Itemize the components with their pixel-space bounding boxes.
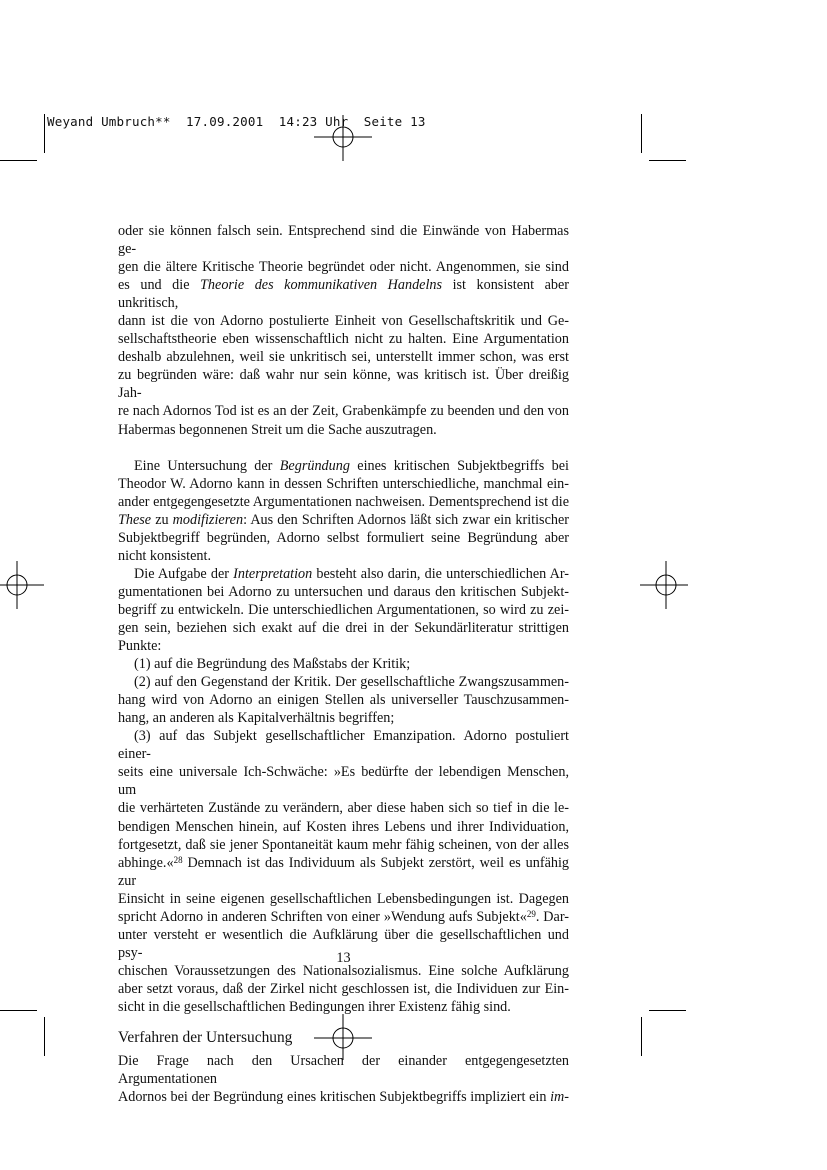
list-item-2 — [118, 673, 569, 727]
paragraph-2 — [118, 457, 569, 565]
text-line: bendigen Menschen hinein, auf Kosten ihres Lebens und ihrer Individuation, — [118, 818, 569, 835]
crop-mark-top-left-horizontal — [0, 160, 37, 161]
crop-mark-top-right-vertical — [641, 114, 642, 153]
list-item-1 — [118, 655, 569, 673]
text-line: nicht konsistent. — [118, 547, 212, 564]
text-line: spricht Adorno in anderen Schriften von einer »Wendung aufs Subjekt«$^{29}$. Dar- — [118, 908, 569, 925]
text-line: Habermas begonnenen Streit um die Sache auszutragen. — [118, 421, 437, 438]
text-line: hang, an anderen als Kapitalverhältnis begriffen; — [118, 710, 395, 727]
text-line: Die Aufgabe der Interpretation besteht also darin, die unterschiedlichen Ar- — [134, 565, 569, 582]
paragraph-gap — [118, 439, 569, 457]
list-item-3 — [118, 727, 569, 1016]
text-line: dann ist die von Adorno postulierte Einheit von Gesellschaftskritik und Ge- — [118, 313, 569, 330]
crop-mark-bottom-left-horizontal — [0, 1010, 37, 1011]
text-line: sellschaftstheorie eben wissenschaftlich nicht zu halten. Eine Argumentation — [118, 331, 569, 348]
footnote-reference: 28 — [173, 854, 183, 865]
italic-emphasis: These — [118, 511, 152, 528]
text-line: sicht in die gesellschaftlichen Bedingungen ihrer Existenz fähig sind. — [118, 998, 511, 1015]
text-line: Subjektbegriff begründen, Adorno selbst formuliert seine Begründung aber — [118, 529, 569, 546]
paragraph-1 — [118, 222, 569, 439]
text-line: (3) auf das Subjekt gesellschaftlicher Emanzipation. Adorno postuliert einer- — [118, 728, 569, 763]
text-line: zu begründen wäre: daß wahr nur sein könne, was kritisch ist. Über dreißig Jah- — [118, 367, 569, 402]
text-line: Punkte: — [118, 638, 162, 655]
text-line: chischen Voraussetzungen des Nationalsozialismus. Eine solche Aufklärung — [118, 962, 569, 979]
italic-emphasis: im- — [550, 1089, 569, 1106]
text-line: Eine Untersuchung der Begründung eines kritischen Subjektbegriffs bei — [134, 457, 569, 474]
text-line: aber setzt voraus, daß der Zirkel nicht geschlossen ist, die Individuen zur Ein- — [118, 980, 569, 997]
text-line: deshalb abzulehnen, weil sie unkritisch sei, unterstellt immer schon, was erst — [118, 349, 569, 366]
italic-emphasis: Interpretation — [233, 565, 313, 582]
text-line: gen sein, beziehen sich exakt auf die drei in der Sekundärliteratur strittigen — [118, 619, 569, 636]
text-line: Einsicht in seine eigenen gesellschaftlichen Lebensbedingungen ist. Dagegen — [118, 890, 569, 907]
paragraph-3 — [118, 565, 569, 655]
text-line: die verhärteten Zustände zu verändern, aber diese haben sich so tief in die le- — [118, 800, 569, 817]
body-text — [118, 222, 569, 1106]
text-line: es und die Theorie des kommunikativen Handelns ist konsistent aber unkritisch, — [118, 277, 570, 312]
text-line: These zu modifizieren: Aus den Schriften Adornos läßt sich zwar ein kritischer — [118, 511, 569, 528]
crop-mark-bottom-left-vertical — [44, 1017, 45, 1056]
crop-mark-bottom-right-horizontal — [649, 1010, 686, 1011]
crop-mark-top-right-horizontal — [649, 160, 686, 161]
text-line: (2) auf den Gegenstand der Kritik. Der gesellschaftliche Zwangszusammen- — [134, 674, 569, 691]
text-line: fortgesetzt, daß sie jener Spontaneität kaum mehr fähig scheinen, von der alles — [118, 836, 569, 853]
footnote-reference: 29 — [526, 908, 536, 919]
text-line: gumentationen bei Adorno zu untersuchen und daraus den kritischen Subjekt- — [118, 583, 569, 600]
text-line: hang wird von Adorno an einigen Stellen als universeller Tauschzusammen- — [118, 692, 569, 709]
text-line: seits eine universale Ich-Schwäche: »Es bedürfte der lebendigen Menschen, um — [118, 764, 569, 799]
text-line: ander entgegengesetzte Argumentationen nachweisen. Dementsprechend ist die — [118, 493, 569, 510]
registration-mark-left — [0, 561, 44, 609]
print-slug-line: Weyand Umbruch** 17.09.2001 14:23 Uhr Seite 13 — [47, 114, 426, 129]
italic-emphasis: Begründung — [279, 457, 350, 474]
section-heading: Verfahren der Untersuchung — [118, 1029, 293, 1047]
crop-mark-bottom-right-vertical — [641, 1017, 642, 1056]
paragraph-4 — [118, 1052, 569, 1106]
text-line: Adornos bei der Begründung eines kritischen Subjektbegriffs impliziert ein im- — [118, 1089, 569, 1106]
text-line: begriff zu entwickeln. Die unterschiedlichen Argumentationen, so wird zu zei- — [118, 601, 569, 618]
text-line: Theodor W. Adorno kann in dessen Schriften unterschiedliche, manchmal ein- — [118, 475, 569, 492]
text-line: Die Frage nach den Ursachen der einander entgegengesetzten Argumentationen — [118, 1053, 569, 1088]
page-number: 13 — [336, 950, 351, 966]
text-line: (1) auf die Begründung des Maßstabs der Kritik; — [134, 656, 411, 673]
italic-emphasis: Theorie des kommunikativen Handelns — [200, 277, 443, 294]
italic-emphasis: modifizieren — [172, 511, 244, 528]
text-line: unter versteht er wesentlich die Aufklärung über die gesellschaftlichen und psy- — [118, 926, 569, 961]
registration-mark-right — [640, 561, 688, 609]
text-line: gen die ältere Kritische Theorie begründet oder nicht. Angenommen, sie sind — [118, 259, 569, 276]
registration-mark-top — [314, 115, 372, 161]
text-line: re nach Adornos Tod ist es an der Zeit, Grabenkämpfe zu beenden und den von — [118, 403, 569, 420]
text-line: oder sie können falsch sein. Entsprechend sind die Einwände von Habermas ge- — [118, 223, 569, 258]
crop-mark-top-left-vertical — [44, 114, 45, 153]
text-line: abhinge.«$^{28}$ Demnach ist das Individuum als Subjekt zerstört, weil es unfähig zur — [118, 854, 569, 889]
